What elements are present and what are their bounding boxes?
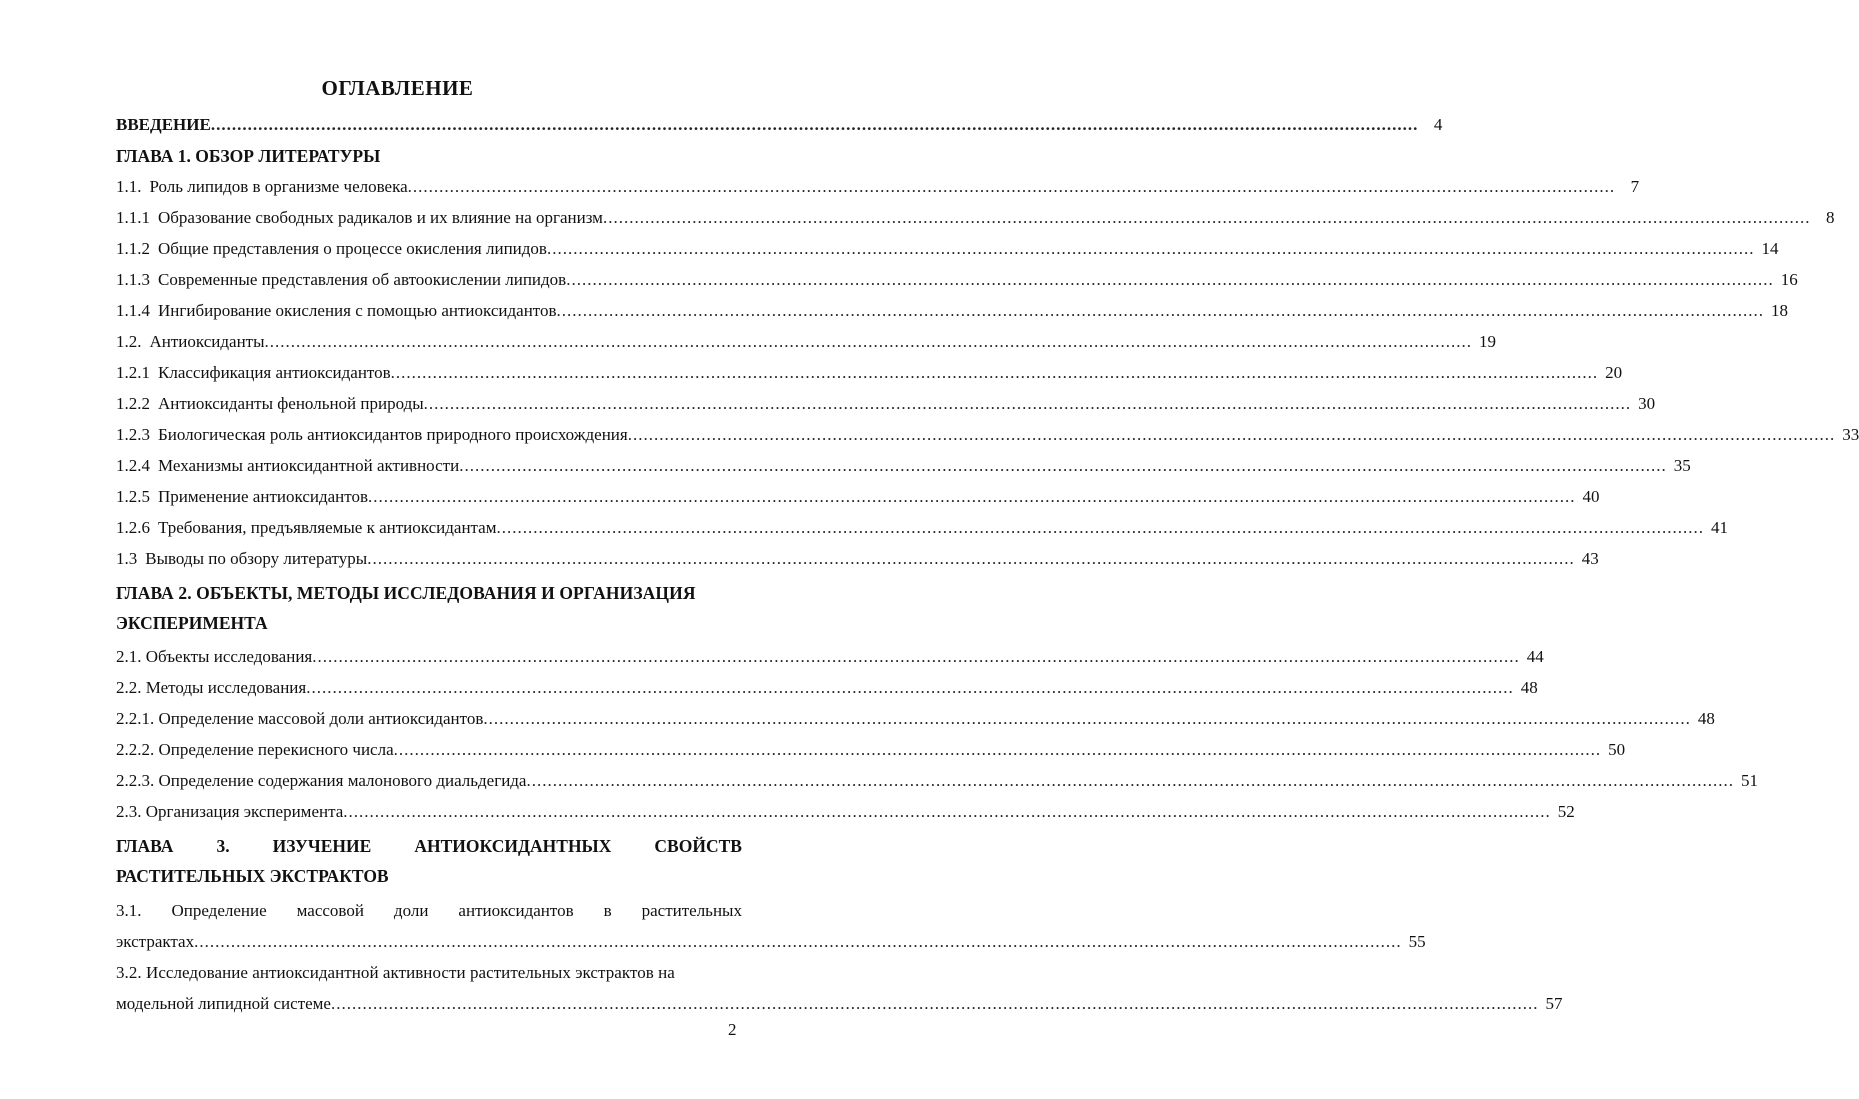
toc-entry-text: Роль липидов в организме человека: [149, 177, 408, 196]
toc-word: доли: [393, 901, 429, 920]
toc-word: 3.1.: [116, 901, 142, 920]
toc-word: антиоксидантов: [458, 901, 574, 920]
toc-entry[interactable]: [116, 332, 1497, 358]
toc-entry-page: 43: [1581, 549, 1599, 568]
chapter-3-heading-line1: [116, 836, 742, 857]
toc-entry-text: Общие представления о процессе окисления липидов: [158, 239, 547, 258]
toc-entry[interactable]: [116, 456, 1691, 482]
toc-entry-page: 44: [1526, 647, 1544, 666]
chapter-3-heading-line2: РАСТИТЕЛЬНЫХ ЭКСТРАКТОВ: [116, 866, 389, 886]
toc-entry-number: 1.2.5: [116, 487, 150, 506]
chapter-2-heading-line1: ГЛАВА 2. ОБЪЕКТЫ, МЕТОДЫ ИССЛЕДОВАНИЯ И ОРГАНИЗАЦИЯ: [116, 583, 696, 603]
toc-entry-text: Ингибирование окисления с помощью антиоксидантов: [158, 301, 557, 320]
toc-entry-page: 41: [1711, 518, 1728, 537]
dot-leader: [408, 177, 1616, 197]
dot-leader: [424, 394, 1632, 414]
chapter-1-heading: ГЛАВА 1. ОБЗОР ЛИТЕРАТУРЫ: [116, 146, 381, 166]
toc-entry-line2: [116, 927, 1426, 953]
toc-entry-page: 7: [1630, 177, 1640, 196]
heading-word: ГЛАВА: [116, 836, 174, 856]
toc-entry-page: 48: [1520, 678, 1538, 697]
toc-entry[interactable]: [116, 363, 1623, 389]
toc-entry-text: Механизмы антиоксидантной активности: [158, 456, 460, 475]
dot-leader: [394, 740, 1602, 760]
dot-leader: [391, 363, 1599, 383]
page-number: 2: [728, 1020, 737, 1039]
toc-entry-page: 50: [1608, 740, 1626, 759]
toc-entry[interactable]: [116, 802, 1575, 828]
toc-entry[interactable]: [116, 647, 1544, 673]
toc-entry-intro[interactable]: [116, 115, 1443, 141]
toc-entry-text: 2.2.2. Определение перекисного числа: [116, 740, 394, 759]
toc-entry-3-2[interactable]: [116, 958, 1563, 1013]
toc-entry-page: 33: [1842, 425, 1859, 444]
toc-entry-text: 2.2.1. Определение массовой доли антиоксидантов: [116, 709, 484, 728]
toc-entry[interactable]: [116, 740, 1626, 766]
toc-entry-text: 2.2. Методы исследования: [116, 678, 307, 697]
chapter-2-heading: [116, 583, 742, 634]
dot-leader: [368, 487, 1576, 507]
heading-word: АНТИОКСИДАНТНЫХ: [414, 836, 612, 856]
toc-entry[interactable]: [116, 208, 1835, 234]
toc-entry-3-1[interactable]: [116, 896, 1426, 951]
toc-entry-text: Современные представления об автоокислении липидов: [158, 270, 567, 289]
toc-entry-line1: [116, 896, 742, 925]
toc-entry-page: 52: [1557, 802, 1575, 821]
toc-entry-text: 2.3. Организация эксперимента: [116, 802, 344, 821]
toc-entry-text: Биологическая роль антиоксидантов природного происхождения: [158, 425, 628, 444]
page-title: ОГЛАВЛЕНИЕ: [321, 76, 474, 100]
toc-entry-number: 1.1.1: [116, 208, 150, 227]
toc-entry[interactable]: [116, 301, 1789, 327]
toc-word: Определение: [171, 901, 267, 920]
toc-entry[interactable]: [116, 177, 1640, 203]
toc-entry-text: модельной липидной системе: [116, 994, 331, 1013]
toc-entry-number: 1.2.6: [116, 518, 150, 537]
heading-word: ИЗУЧЕНИЕ: [272, 836, 372, 856]
dot-leader: [194, 927, 1402, 956]
dot-leader: [331, 989, 1539, 1018]
toc-entry-number: 1.2.3: [116, 425, 150, 444]
toc-entry-number: 1.2.2: [116, 394, 150, 413]
dot-leader: [483, 709, 1691, 729]
toc-entry-number: 1.1.4: [116, 301, 150, 320]
toc-entry-text: ВВЕДЕНИЕ: [116, 115, 211, 134]
toc-word: в: [603, 901, 612, 920]
toc-entry-text: Антиоксиданты: [149, 332, 265, 351]
toc-entry-text: Классификация антиоксидантов: [158, 363, 391, 382]
toc-entry-text: Образование свободных радикалов и их влияние на организм: [158, 208, 603, 227]
toc-entry-page: 16: [1780, 270, 1798, 289]
toc-entry-text: 2.1. Объекты исследования: [116, 647, 313, 666]
toc-entry[interactable]: [116, 270, 1798, 296]
toc-entry-number: 1.1.2: [116, 239, 150, 258]
toc-entry-number: 1.2.4: [116, 456, 150, 475]
toc-entry-number: 1.2.: [116, 332, 142, 351]
toc-entry-page: 18: [1771, 301, 1789, 320]
chapter-2-heading-line2: ЭКСПЕРИМЕНТА: [116, 613, 268, 633]
toc-entry-text: Применение антиоксидантов: [158, 487, 368, 506]
toc-entry-line2: [116, 989, 1563, 1015]
toc-entry-page: 4: [1433, 115, 1443, 134]
chapter-3-heading: [116, 836, 742, 887]
dot-leader: [367, 549, 1575, 569]
toc-entry-page: 19: [1479, 332, 1497, 351]
toc-entry[interactable]: [116, 549, 1599, 575]
toc-entry-page: 57: [1545, 994, 1563, 1013]
dot-leader: [547, 239, 1755, 259]
dot-leader: [497, 518, 1705, 538]
toc-entry[interactable]: [116, 425, 1859, 451]
dot-leader: [265, 332, 1473, 352]
heading-word: СВОЙСТВ: [654, 836, 742, 856]
dot-leader: [526, 771, 1734, 791]
toc-entry-page: 14: [1761, 239, 1779, 258]
toc-entry-page: 40: [1582, 487, 1600, 506]
toc-entry-number: 1.1.3: [116, 270, 150, 289]
toc-entry[interactable]: [116, 487, 1600, 513]
toc-entry-page: 48: [1697, 709, 1715, 728]
toc-entry-text: Требования, предъявляемые к антиоксидантам: [158, 518, 497, 537]
toc-entry[interactable]: [116, 518, 1728, 544]
toc-entry[interactable]: [116, 771, 1758, 797]
toc-entry-text: экстрактах: [116, 932, 195, 951]
dot-leader: [211, 115, 1419, 135]
toc-entry-number: 1.1.: [116, 177, 142, 196]
toc-entry-page: 35: [1673, 456, 1691, 475]
toc-entry-page: 30: [1638, 394, 1656, 413]
toc-entry[interactable]: [116, 678, 1538, 704]
toc-word: массовой: [296, 901, 364, 920]
toc-entry-number: 1.2.1: [116, 363, 150, 382]
toc-entry-text: Антиоксиданты фенольной природы: [158, 394, 424, 413]
dot-leader: [628, 425, 1836, 445]
toc-entry-text: 2.2.3. Определение содержания малонового диальдегида: [116, 771, 527, 790]
dot-leader: [566, 270, 1774, 290]
toc-entry-page: 51: [1740, 771, 1758, 790]
dot-leader: [343, 802, 1551, 822]
toc-entry-page: 8: [1825, 208, 1835, 227]
toc-entry-page: 55: [1408, 932, 1426, 951]
toc-entry-line1: 3.2. Исследование антиоксидантной активности растительных экстрактов на: [116, 963, 675, 982]
toc-entry[interactable]: [116, 394, 1656, 420]
toc-entry-page: 20: [1605, 363, 1623, 382]
toc-entry-number: 1.3: [116, 549, 138, 568]
dot-leader: [306, 678, 1514, 698]
toc-entry-text: Выводы по обзору литературы: [145, 549, 368, 568]
dot-leader: [557, 301, 1765, 321]
toc-word: растительных: [641, 901, 742, 920]
heading-word: 3.: [216, 836, 230, 856]
toc-entry[interactable]: [116, 709, 1715, 735]
toc-entry[interactable]: [116, 239, 1779, 265]
dot-leader: [459, 456, 1667, 476]
dot-leader: [312, 647, 1520, 667]
dot-leader: [603, 208, 1811, 228]
